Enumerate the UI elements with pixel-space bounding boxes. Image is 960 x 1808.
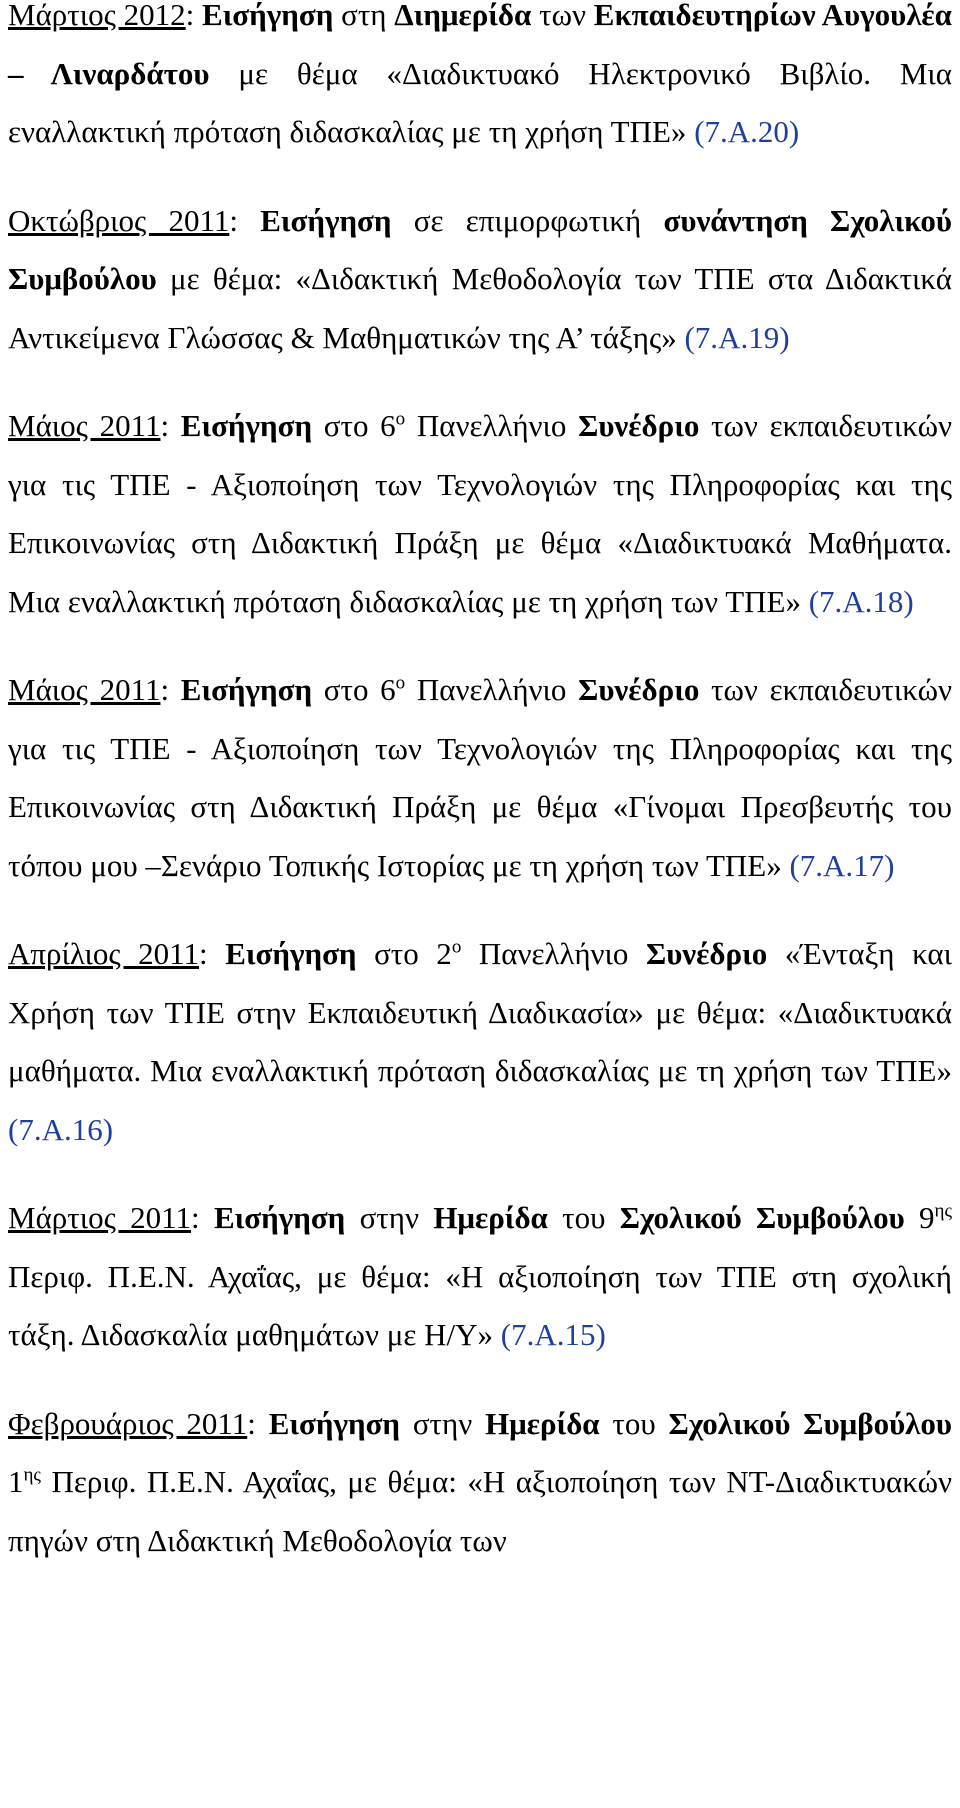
bold-text: Εισήγηση: [225, 936, 357, 971]
superscript-text: ο: [395, 408, 406, 430]
bold-text: Διημερίδα: [394, 0, 532, 32]
entry-text: :: [191, 1200, 214, 1235]
entry-date: Μάρτιος 2012: [8, 0, 186, 32]
bold-text: Εισήγηση: [180, 672, 313, 707]
entry-text: στο 6: [312, 672, 396, 707]
superscript-text: ης: [934, 1200, 952, 1222]
entry-text: σε επιμορφωτική: [391, 202, 664, 238]
bold-text: Εισήγηση: [202, 0, 334, 32]
presentation-entry: [8, 1189, 952, 1365]
entry-text: με θέμα: «Διδακτική Μεθοδολογία των ΤΠΕ στα Διδακτικά Αντικείμενα Γλώσσας & Μαθηματικών της Α’ τάξης»: [8, 261, 952, 355]
entry-date: Απρίλιος 2011: [8, 936, 200, 971]
bold-text: Συνέδριο: [578, 408, 700, 443]
entry-text: Πανελλήνιο: [405, 672, 579, 707]
entry-date: Μάιος 2011: [8, 672, 161, 707]
superscript-text: ο: [451, 936, 462, 958]
entry-text: στην: [400, 1405, 486, 1441]
bold-text: Εισήγηση: [260, 202, 392, 238]
presentation-entry: [8, 192, 952, 368]
entry-text: των εκπαιδευτικών για τις ΤΠΕ - Αξιοποίηση των Τεχνολογιών της Πληροφορίας και της Επικοινωνίας στη Διδακτική Πράξη με θέμα «Διαδικτυακά Μαθήματα. Μια εναλλακτική πρόταση διδασκαλίας με τη χρήση των ΤΠΕ»: [8, 408, 952, 619]
entry-text: στην: [345, 1200, 434, 1235]
entry-text: στη: [333, 0, 395, 32]
superscript-text: ο: [395, 672, 406, 694]
reference-link[interactable]: (7.Α.18): [808, 583, 914, 619]
reference-link[interactable]: (7.Α.17): [789, 847, 895, 883]
superscript-text: ης: [23, 1464, 41, 1486]
bold-text: Εισήγηση: [180, 408, 313, 443]
presentation-entry: [8, 0, 952, 162]
entry-text: Πανελλήνιο: [405, 408, 579, 443]
bold-text: Εισήγηση: [213, 1200, 346, 1235]
entry-text: στο 6: [312, 408, 396, 443]
bold-text: Συνέδριο: [578, 672, 700, 707]
presentation-entry: [8, 397, 952, 631]
bold-text: Ημερίδα: [485, 1405, 600, 1441]
entry-text: των εκπαιδευτικών για τις ΤΠΕ - Αξιοποίηση των Τεχνολογιών της Πληροφορίας και της Επικοινωνίας στη Διδακτική Πράξη με θέμα «Γίνομαι Πρεσβευτής του τόπου μου –Σενάριο Τοπικής Ιστορίας με τη χρήση των ΤΠΕ»: [8, 672, 952, 883]
entry-text: «Ένταξη και Χρήση των ΤΠΕ στην Εκπαιδευτική Διαδικασία» με θέμα: «Διαδικτυακά μαθήματα. Μια εναλλακτική πρόταση διδασκαλίας με τη χρήση των ΤΠΕ»: [8, 936, 952, 1088]
entry-text: με θέμα «Διαδικτυακό Ηλεκτρονικό Βιβλίο. Μια εναλλακτική πρόταση διδασκαλίας με τη χρήση ΤΠΕ»: [8, 55, 953, 149]
bold-text: Συνέδριο: [645, 936, 768, 971]
entry-text: των: [531, 0, 594, 32]
bold-text: Σχολικού Συμβούλου: [668, 1405, 952, 1441]
entry-text: 9: [904, 1200, 935, 1235]
entry-text: του: [547, 1200, 620, 1235]
entry-text: :: [199, 936, 226, 971]
bold-text: Ημερίδα: [433, 1200, 548, 1235]
bold-text: Σχολικού Συμβούλου: [619, 1200, 905, 1235]
entry-text: :: [229, 202, 261, 238]
reference-link[interactable]: (7.Α.16): [8, 1111, 114, 1147]
entry-text: :: [185, 0, 203, 32]
entry-text: Περιφ. Π.Ε.Ν. Αχαΐας, με θέμα: «Η αξιοποίηση των ΤΠΕ στη σχολική τάξη. Διδασκαλία μαθημάτων με Η/Υ»: [8, 1258, 952, 1352]
bold-text: Εισήγηση: [268, 1405, 401, 1441]
entry-date: Μάρτιος 2011: [8, 1200, 192, 1235]
entry-date: Φεβρουάριος 2011: [8, 1405, 248, 1441]
entry-text: :: [247, 1405, 269, 1441]
entry-text: Περιφ. Π.Ε.Ν. Αχαΐας, με θέμα: «Η αξιοποίηση των ΝΤ-Διαδικτυακών πηγών στη Διδακτική Μεθοδολογία των: [8, 1464, 952, 1558]
bold-text: συνάντηση Σχολικού Συμβούλου: [8, 202, 952, 296]
entry-text: :: [160, 408, 181, 443]
entry-text: Πανελλήνιο: [461, 936, 646, 971]
entry-date: Οκτώβριος 2011: [8, 202, 230, 238]
presentation-entry: [8, 925, 952, 1159]
entry-date: Μάιος 2011: [8, 408, 161, 443]
entry-text: 1: [8, 1464, 24, 1499]
presentation-entry: [8, 661, 952, 895]
entry-text: του: [599, 1405, 669, 1441]
presentation-entry: [8, 1395, 952, 1571]
entry-text: στο 2: [356, 936, 452, 971]
reference-link[interactable]: (7.Α.19): [684, 319, 790, 355]
reference-link[interactable]: (7.Α.20): [694, 114, 800, 149]
reference-link[interactable]: (7.Α.15): [500, 1317, 606, 1352]
entry-text: :: [160, 672, 181, 707]
bold-text: Εκπαιδευτηρίων Αυγουλέα – Λιναρδάτου: [8, 0, 952, 91]
